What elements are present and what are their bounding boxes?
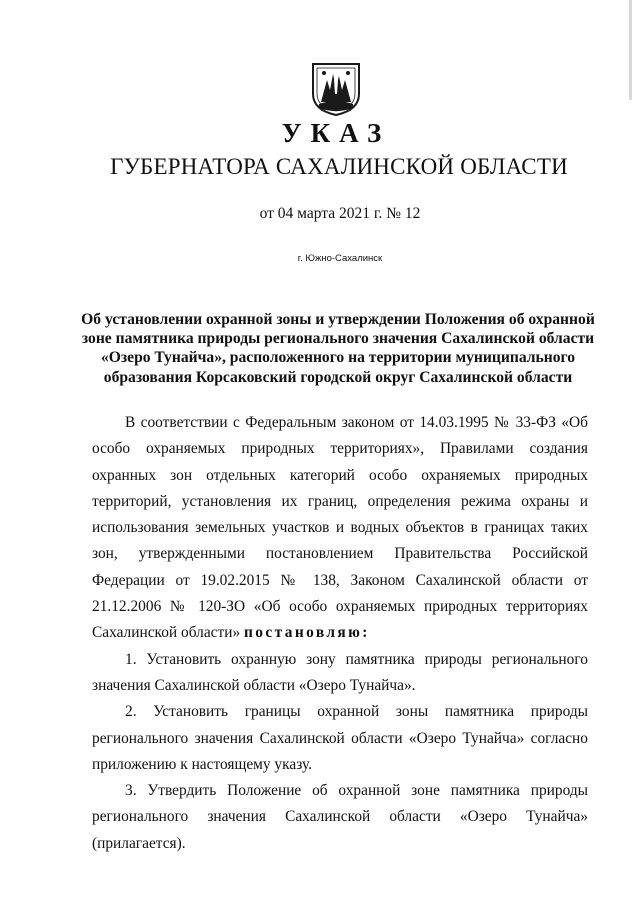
- preamble-text: В соответствии с Федеральным законом от 14.03.1995 № 33-ФЗ «Об особо охраняемых природных территориях», Правилами создания охранных зон отдельных категорий особо охраняемых природных территорий, установления их границ, определения режима охраны и использования земельных участков и водных объектов в границах таких зон, утвержденными постановлением Правительства Российской Федерации от 19.02.2015 № 138, Законом Сахалинской области от 21.12.2006 № 120-ЗО «Об особо охраняемых природных территориях Сахалинской области»: [92, 414, 588, 642]
- document-title: УКАЗ: [281, 118, 391, 148]
- coat-of-arms-icon: [311, 60, 361, 116]
- document-body: [92, 410, 588, 857]
- preamble-paragraph: [92, 410, 588, 647]
- document-city: г. Южно-Сахалинск: [297, 253, 383, 264]
- decree-word: постановляю:: [244, 624, 370, 642]
- document-heading: Об установлении охранной зоны и утверждении Положения об охранной зоне памятника природы регионального значения Сахалинской области «Озеро Тунайча», расположенного на территории муниципального образования Корсаковский городской округ Сахалинской области: [81, 311, 595, 386]
- document-issuer: ГУБЕРНАТОРА САХАЛИНСКОЙ ОБЛАСТИ: [110, 154, 568, 179]
- item-paragraph: 2. Установить границы охранной зоны памятника природы регионального значения Сахалинской области «Озеро Тунайча» согласно приложению к настоящему указу.: [92, 703, 588, 773]
- item-paragraph: 1. Установить охранную зону памятника природы регионального значения Сахалинской области «Озеро Тунайча».: [92, 650, 588, 694]
- item-paragraph: 3. Утвердить Положение об охранной зоне памятника природы регионального значения Сахалинской области «Озеро Тунайча» (прилагается).: [92, 782, 588, 852]
- document-date: от 04 марта 2021 г. № 12: [259, 205, 421, 222]
